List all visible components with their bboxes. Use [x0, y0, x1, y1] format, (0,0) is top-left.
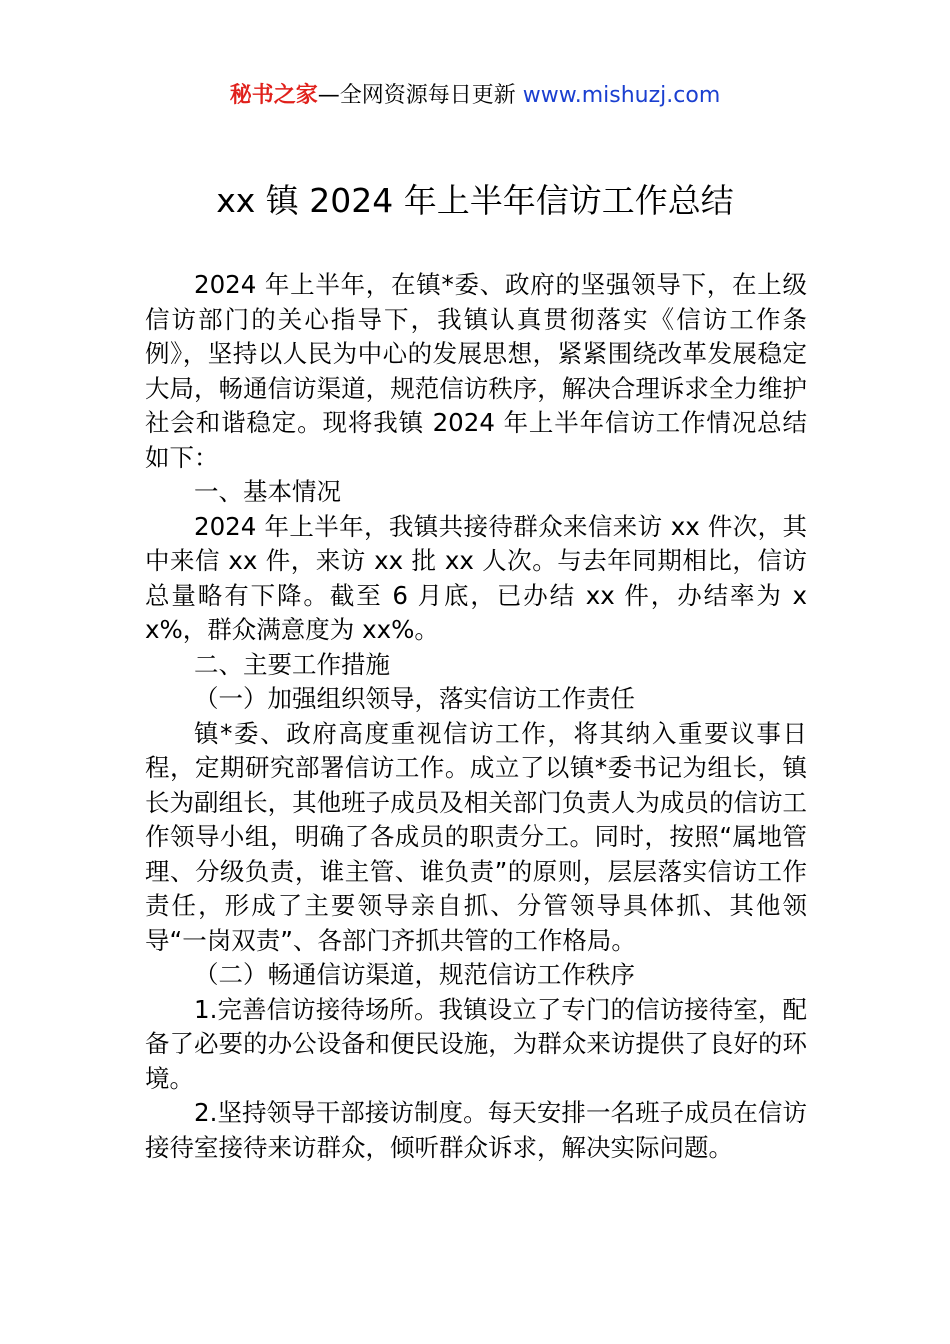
- subsection-heading-1: （一）加强组织领导，落实信访工作责任: [194, 684, 635, 713]
- basic-situation-paragraph: 2024 年上半年，我镇共接待群众来信来访 xx 件次，其中来信 xx 件，来访 xx 批 xx 人次。与去年同期相比，信访总量略有下降。截至 6 月底，已办结 xx 件，办结率为 xx%，群众满意度为 xx%。: [145, 511, 807, 644]
- document-body: [145, 268, 807, 1165]
- subsection-heading-2: （二）畅通信访渠道，规范信访工作秩序: [194, 960, 635, 989]
- reception-venue-paragraph: 1.完善信访接待场所。我镇设立了专门的信访接待室，配备了必要的办公设备和便民设施，为群众来访提供了良好的环境。: [145, 994, 807, 1093]
- site-header: [0, 80, 950, 112]
- section-heading-basic-situation: 一、基本情况: [194, 477, 341, 506]
- site-tagline: —全网资源每日更新: [317, 83, 523, 108]
- site-url-link[interactable]: www.mishuzj.com: [522, 83, 721, 108]
- intro-paragraph: 2024 年上半年，在镇*委、政府的坚强领导下，在上级信访部门的关心指导下，我镇认真贯彻落实《信访工作条例》，坚持以人民为中心的发展思想，紧紧围绕改革发展稳定大局，畅通信访渠道，规范信访秩序，解决合理诉求全力维护社会和谐稳定。现将我镇 2024 年上半年信访工作情况总结如下：: [145, 270, 807, 472]
- section-heading-main-measures: 二、主要工作措施: [194, 649, 390, 679]
- leader-reception-paragraph: 2.坚持领导干部接访制度。每天安排一名班子成员在信访接待室接待来访群众，倾听群众诉求，解决实际问题。: [145, 1098, 807, 1162]
- organization-leadership-paragraph: 镇*委、政府高度重视信访工作，将其纳入重要议事日程，定期研究部署信访工作。成立了以镇*委书记为组长，镇长为副组长，其他班子成员及相关部门负责人为成员的信访工作领导小组，明确了各成员的职责分工。同时，按照“属地管理、分级负责，谁主管、谁负责”的原则，层层落实信访工作责任，形成了主要领导亲自抓、分管领导具体抓、其他领导“一岗双责”、各部门齐抓共管的工作格局。: [145, 718, 807, 955]
- document-title: xx 镇 2024 年上半年信访工作总结: [216, 181, 734, 220]
- site-brand: 秘书之家: [229, 83, 318, 108]
